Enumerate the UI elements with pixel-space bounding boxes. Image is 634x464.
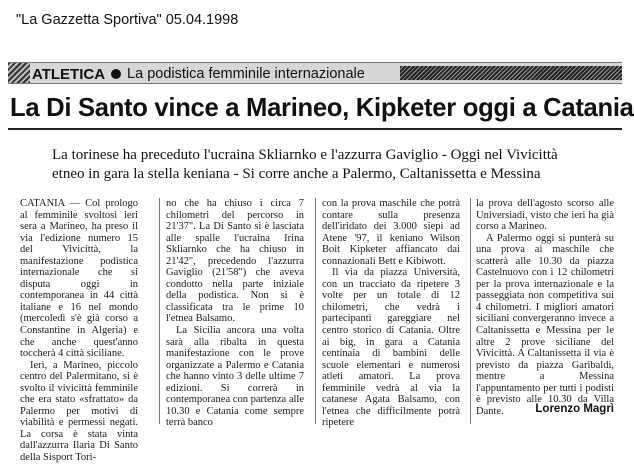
article-column-3 (322, 198, 460, 429)
section-bar-hatch-left (8, 63, 30, 83)
headline: La Di Santo vince a Marineo, Kipketer oggi a Catania (10, 92, 634, 122)
subtitle-line: etneo in gara la stella keniana - Si corre anche a Palermo, Caltanissetta e Messina (52, 166, 541, 182)
publication-date: 05.04.1998 (165, 12, 239, 28)
bullet-icon (111, 69, 121, 79)
column-divider (315, 198, 316, 424)
section-bar (8, 62, 622, 84)
paragraph: La Sicilia ancora una volta sarà alla ribalta in questa manifestazione con le prove organizzate a Palermo e Catania che hanno vinto 3 delle ultime 7 edizioni. Si correrà in contemporanea con partenza alle 10.30 e Catania come sempre terrà banco (166, 325, 304, 429)
section-label (32, 64, 365, 84)
article-column-4 (476, 198, 614, 426)
section-name: ATLETICA (32, 65, 106, 83)
byline: Lorenzo Magrì (535, 403, 614, 415)
paragraph: CATANIA — Col prologo al femminile svoltosi ieri sera a Marineo, ha preso il via l'edizione numero 15 del Vivicittà, la manifestazione podistica internazionale che si disputa oggi in contemporanea in 44 città italiane e 16 nel mondo (mercoledì s'è già corso a Constantine in Algeria) e che anche quest'anno toccherà 4 città siciliane. (20, 198, 138, 360)
paragraph: Ieri, a Marineo, piccolo centro del Palermitano, si è svolto il vivicittà femminile che era stato «sfrattato» da Palermo per motivi di viabilità e permessi negati. La corsa è stata vinta dall'azzurra Ilaria Di Santo della Sisport Tori- (20, 359, 138, 464)
article-column-1 (20, 198, 138, 464)
paragraph: Il via da piazza Università, con un tracciato da ripetere 3 volte per un totale di 12 chilometri, che vedrà i partecipanti gareggiare nel centro storico di Catania. Oltre ai big, in gara a Catania centinaia di bambini delle scuole elementari e numerosi atleti amatori. La prova femminile vedrà al via la catanese Agata Balsamo, con l'etnea che difficilmente potrà ripetere (322, 267, 460, 429)
publication-name: "La Gazzetta Sportiva" (16, 12, 162, 28)
article-column-2 (166, 198, 304, 429)
column-divider (470, 198, 471, 424)
source-line (16, 12, 238, 28)
column-divider (159, 198, 160, 424)
subtitle-line: La torinese ha preceduto l'ucraina Skliarnko e l'azzurra Gaviglio - Oggi nel Vivicittà (52, 147, 558, 163)
headline-rule (8, 128, 622, 130)
paragraph: la prova dell'agosto scorso alle Universiadi, visto che ieri ha già corso a Marineo. (476, 198, 614, 233)
section-bar-hatch-right (400, 66, 622, 80)
subtitle (52, 146, 626, 184)
section-tagline: La podistica femminile internazionale (127, 66, 365, 82)
paragraph: no che ha chiuso i circa 7 chilometri del percorso in 21'37". La Di Santo si è lasciata alle spalle l'ucraina Irina Skliarnko che ha chiuso in 21'42", precedendo l'azzurra Gaviglio (21'58") che aveva condotto nella parte iniziale della podistica. Non si è classificata tra le prime 10 l'etnea Balsamo. (166, 198, 304, 325)
paragraph: con la prova maschile che potrà contare sulla presenza dell'iridato dei 3.000 siepi ad Atene '97, il keniano Wilson Boit Kipketer affiancato dai connazionali Bett e Kibiwott. (322, 198, 460, 267)
paragraph: A Palermo oggi si punterà su una prova ai maschile che scatterà alle 10.30 da piazza Castelnuovo con i 12 chilometri per la prova internazionale e la passeggiata non competitiva sui 4 chilometri. I migliori amatori siciliani convergeranno invece a Caltanissetta e Messina per le altre 2 prove siciliane del Vivicittà. A Caltanissetta il via è previsto da piazza Garibaldi, mentre a Messina l'appuntamento per tutti i podisti è previsto alle 10.30 da Villa Dante. (476, 232, 614, 417)
